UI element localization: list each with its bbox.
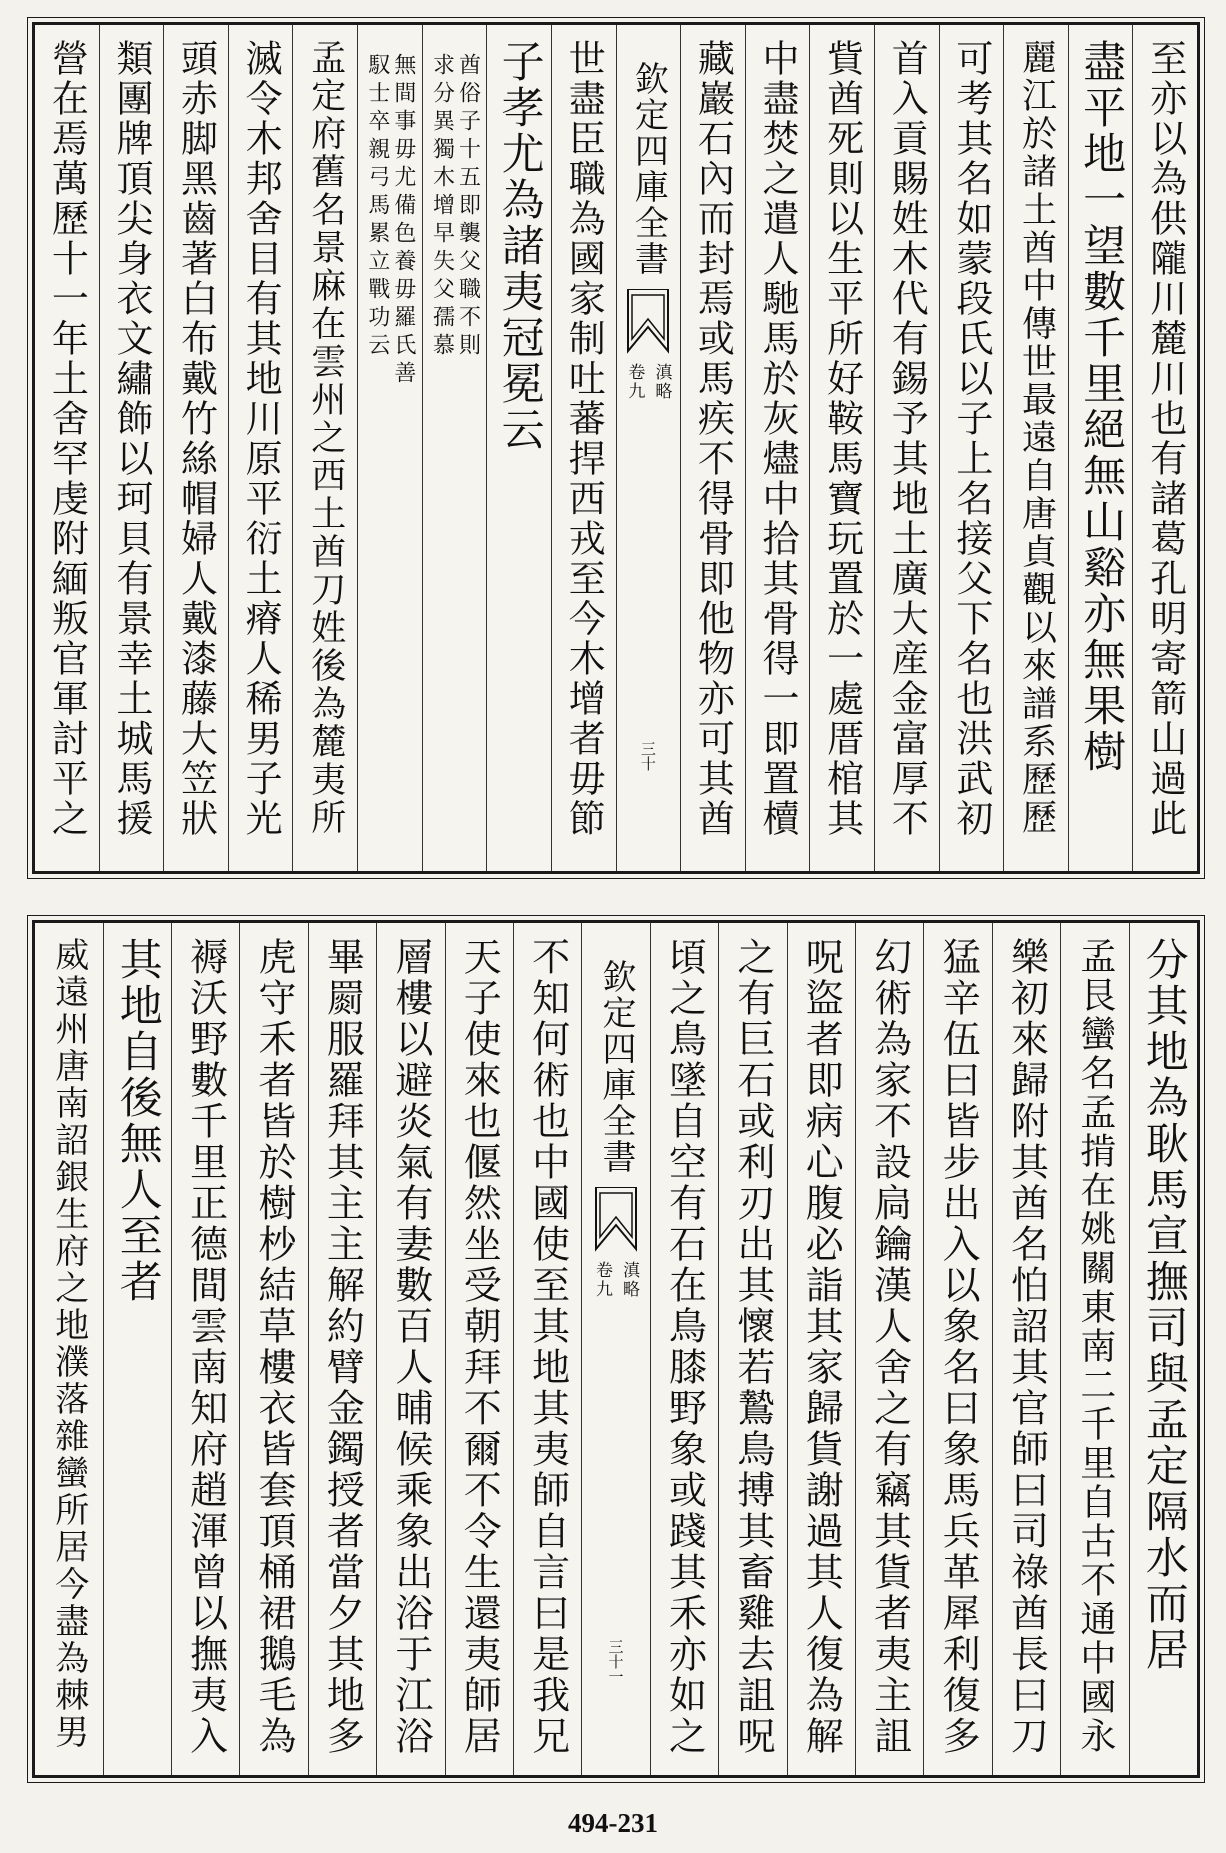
column-text: 威遠州唐南詔銀生府之地濮落雜蠻所居今盡為棘男 bbox=[48, 937, 89, 1751]
annotation-column bbox=[357, 25, 422, 871]
center-fold bbox=[622, 39, 674, 771]
book-title: 滇略 bbox=[651, 363, 672, 401]
juan-number: 卷九 bbox=[624, 363, 645, 401]
annotation-line: 無間事毋尤備色養毋羅氏善 bbox=[390, 53, 416, 389]
column-text: 呪盜者即病心腹必詣其家歸貨謝過其人復為解 bbox=[799, 937, 844, 1757]
column-text: 不知何術也中國使至其地其夷師自言曰是我兄 bbox=[525, 937, 570, 1757]
column-text: 分其地為耿馬宣撫司與孟定隔水而居 bbox=[1138, 937, 1189, 1673]
folio-number: 三十一 bbox=[606, 1639, 625, 1684]
column-text: 之有巨石或利刃出其懷若鷙鳥搏其畜雞去詛呪 bbox=[730, 937, 775, 1757]
text-column bbox=[650, 923, 718, 1775]
text-column bbox=[1129, 923, 1197, 1775]
annotation-column bbox=[422, 25, 487, 871]
column-text: 類團牌頂尖身衣文繡飾以珂貝有景幸土城馬援 bbox=[109, 39, 153, 839]
text-column bbox=[855, 923, 923, 1775]
text-column bbox=[163, 25, 228, 871]
text-column bbox=[35, 25, 99, 871]
lower-page bbox=[32, 920, 1200, 1778]
column-text: 虎守禾者皆於樹杪結草樓衣皆套頂桶裙鵝毛為 bbox=[252, 937, 297, 1757]
book-title: 滇略 bbox=[619, 1261, 640, 1299]
text-column bbox=[874, 25, 939, 871]
column-text: 貲酋死則以生平所好鞍馬寶玩置於一處厝棺其 bbox=[820, 39, 864, 839]
column-text: 褥沃野數千里正德間雲南知府趙渾曾以撫夷入 bbox=[183, 937, 228, 1757]
text-column bbox=[1068, 25, 1133, 871]
book-series-title: 欽定四庫全書 bbox=[628, 61, 669, 277]
book-meta bbox=[622, 363, 674, 401]
text-column bbox=[745, 25, 810, 871]
text-column bbox=[923, 923, 991, 1775]
text-column bbox=[103, 923, 171, 1775]
column-text: 孟艮蠻名孟掯在姚關東南二千里自古不通中國永 bbox=[1074, 937, 1116, 1756]
column-text: 頭赤脚黑齒著白布戴竹絲帽婦人戴漆藤大笠狀 bbox=[174, 39, 218, 839]
column-text: 至亦以為供隴川麓川也有諸葛孔明寄箭山過此 bbox=[1143, 39, 1187, 839]
column-text: 畢罽服羅拜其主主解約臂金鐲授者當夕其地多 bbox=[320, 937, 365, 1757]
column-text: 中盡焚之遣人馳馬於灰燼中拾其骨得一即置櫝 bbox=[756, 39, 800, 839]
upper-columns bbox=[35, 25, 1197, 871]
page-number-footer: 494-231 bbox=[568, 1808, 658, 1838]
annotation-line: 馭士卒親弓馬累立戰功云 bbox=[364, 53, 390, 361]
text-column bbox=[292, 25, 357, 871]
column-text: 盡平地一望數千里絕無山谿亦無果樹 bbox=[1076, 39, 1127, 775]
column-text: 首入貢賜姓木代有錫予其地土廣大産金富厚不 bbox=[885, 39, 929, 839]
text-column bbox=[486, 25, 551, 871]
column-text: 麗江於諸土酋中傳世最遠自唐貞觀以來譜系歷歷 bbox=[1016, 39, 1057, 837]
lower-columns bbox=[35, 923, 1197, 1775]
text-column bbox=[680, 25, 745, 871]
text-column bbox=[513, 923, 581, 1775]
text-column bbox=[376, 923, 444, 1775]
column-text: 可考其名如蒙段氏以子上名接父下名也洪武初 bbox=[949, 39, 993, 839]
book-meta bbox=[590, 1261, 642, 1299]
center-fold-column bbox=[616, 25, 681, 871]
juan-number: 卷九 bbox=[592, 1261, 613, 1299]
book-series-title: 欽定四庫全書 bbox=[596, 959, 637, 1175]
text-column bbox=[1132, 25, 1197, 871]
text-column bbox=[1060, 923, 1128, 1775]
text-column bbox=[809, 25, 874, 871]
fishtail-mark bbox=[626, 289, 670, 359]
column-text: 頃之鳥墜自空有石在鳥膝野象或踐其禾亦如之 bbox=[662, 937, 707, 1757]
text-column bbox=[228, 25, 293, 871]
text-column bbox=[308, 923, 376, 1775]
column-text: 孟定府舊名景麻在雲州之西土酋刀姓後為麓夷所 bbox=[305, 39, 346, 837]
annotation-lines bbox=[429, 39, 481, 361]
text-column bbox=[99, 25, 164, 871]
text-column bbox=[939, 25, 1004, 871]
text-column bbox=[551, 25, 616, 871]
column-text: 其地自後無人至者 bbox=[112, 937, 163, 1305]
center-fold-column bbox=[581, 923, 649, 1775]
text-column bbox=[239, 923, 307, 1775]
annotation-line: 求分異獨木增早失父孺慕 bbox=[429, 53, 455, 361]
column-text: 猛辛伍曰皆步出入以象名曰象馬兵革犀利復多 bbox=[936, 937, 981, 1757]
column-text: 世盡臣職為國家制吐蕃捍西戎至今木增者毋節 bbox=[562, 39, 606, 839]
column-text: 幻術為家不設扃鑰漢人舍之有竊其貨者夷主詛 bbox=[867, 937, 912, 1757]
text-column bbox=[718, 923, 786, 1775]
text-column bbox=[171, 923, 239, 1775]
column-text: 藏巖石內而封焉或馬疾不得骨即他物亦可其酋 bbox=[691, 39, 735, 839]
column-text: 天子使來也偃然坐受朝拜不爾不令生還夷師居 bbox=[457, 937, 502, 1757]
annotation-line: 酋俗子十五即襲父職不則 bbox=[455, 53, 481, 361]
center-fold bbox=[590, 937, 642, 1684]
fishtail-mark bbox=[594, 1187, 638, 1257]
column-text: 子孝尤為諸夷冠冕云 bbox=[494, 39, 545, 453]
column-text: 層樓以避炎氣有妻數百人晡候乘象出浴于江浴 bbox=[388, 937, 433, 1757]
text-column bbox=[1003, 25, 1068, 871]
column-text: 樂初來歸附其酋名怕詔其官師曰司祿酋長曰刀 bbox=[1004, 937, 1049, 1757]
annotation-lines bbox=[366, 39, 414, 389]
text-column bbox=[787, 923, 855, 1775]
upper-page bbox=[32, 22, 1200, 874]
column-text: 滅令木邦舍目有其地川原平衍土瘠人稀男子光 bbox=[239, 39, 283, 839]
folio-number: 三十 bbox=[638, 741, 657, 771]
text-column bbox=[992, 923, 1060, 1775]
column-text: 營在焉萬歷十一年土舍罕虔附緬叛官軍討平之 bbox=[45, 39, 89, 839]
text-column bbox=[445, 923, 513, 1775]
text-column bbox=[35, 923, 102, 1775]
